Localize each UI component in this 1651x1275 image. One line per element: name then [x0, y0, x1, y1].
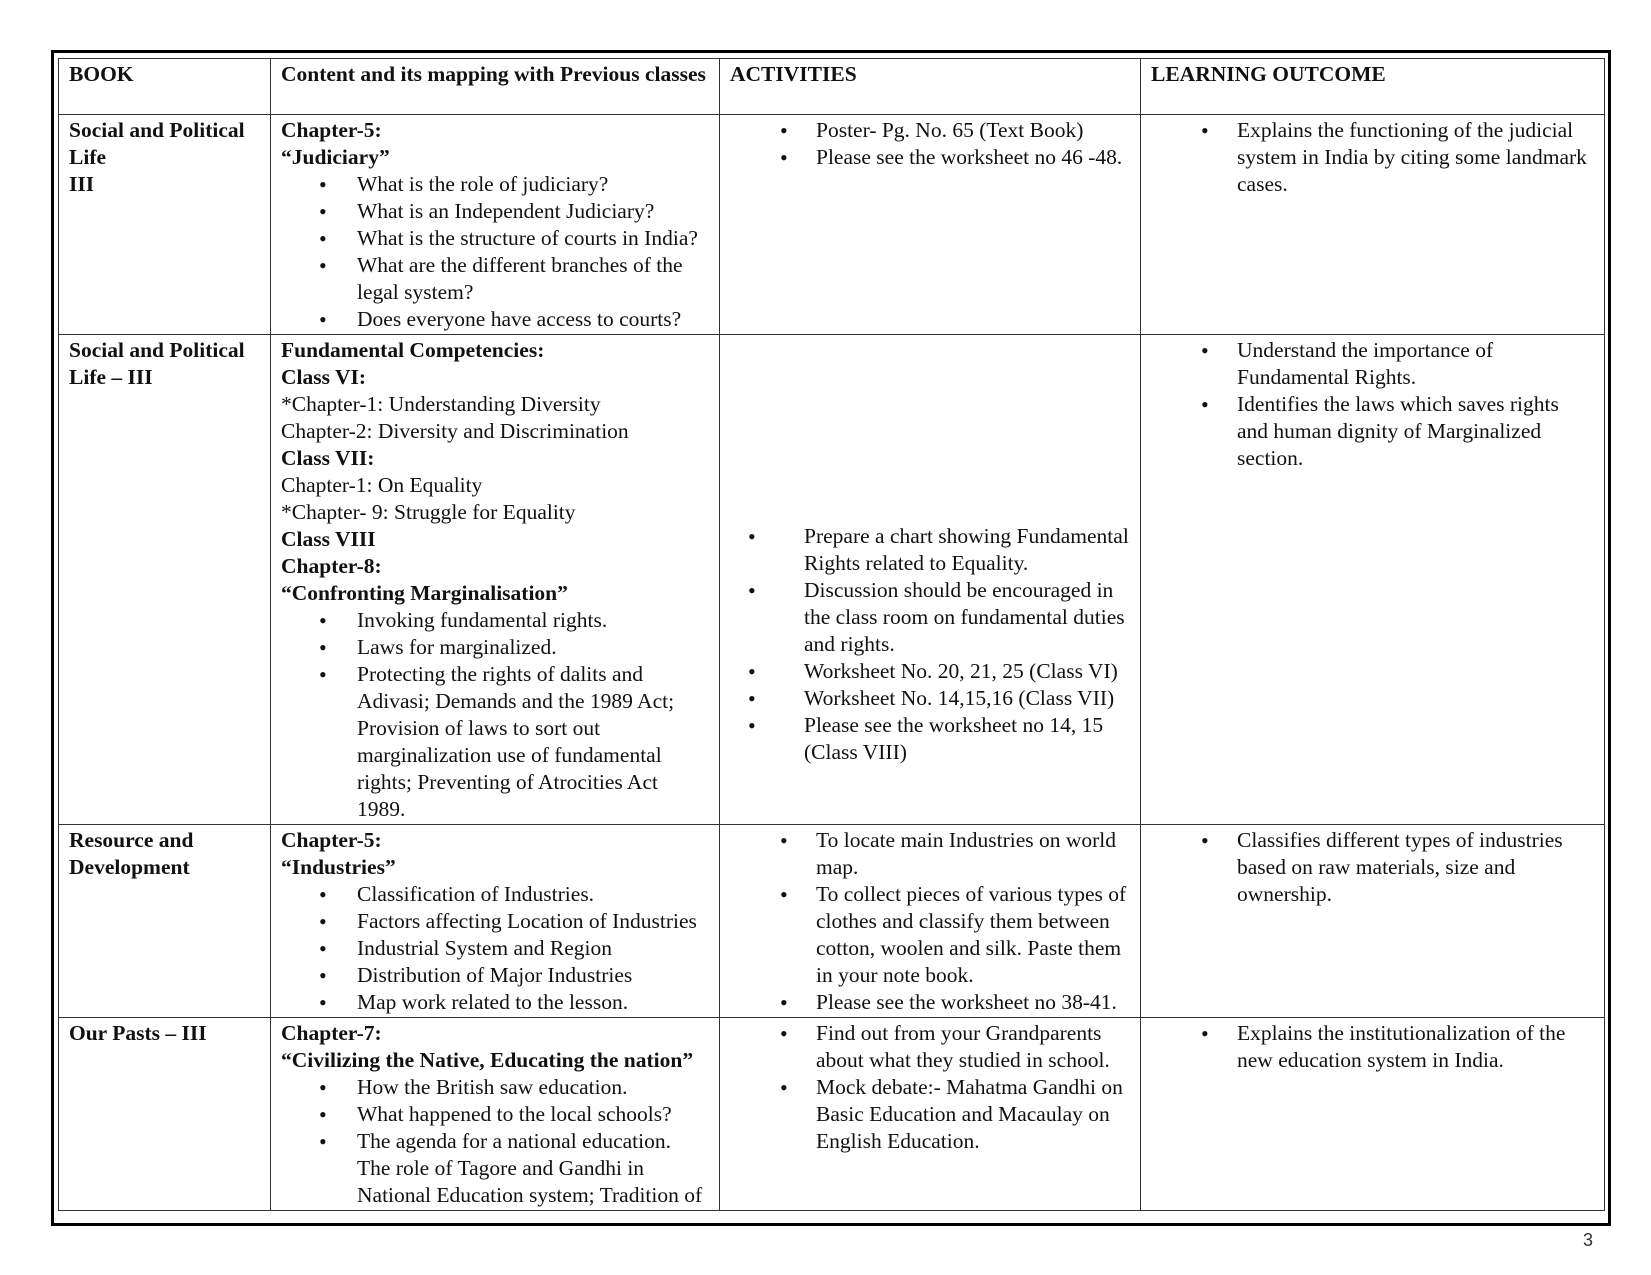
header-learning-outcome: LEARNING OUTCOME	[1141, 59, 1605, 115]
book-line: Development	[69, 855, 190, 879]
cell-spacer	[730, 337, 1130, 523]
activities-cell	[720, 335, 1141, 825]
topic-list	[281, 607, 709, 823]
book-line: Life – III	[69, 365, 153, 389]
list-item: • Map work related to the lesson.	[281, 989, 709, 1016]
activities-cell	[720, 1018, 1141, 1211]
header-book: BOOK	[59, 59, 271, 115]
list-item: • Invoking fundamental rights.	[281, 607, 709, 634]
outcome-cell	[1141, 335, 1605, 825]
activity-list	[730, 827, 1130, 1016]
content-line: “Confronting Marginalisation”	[281, 581, 568, 605]
activity-list	[730, 523, 1130, 766]
list-item: • Mock debate:- Mahatma Gandhi on Basic Education and Macaulay on English Education.	[730, 1074, 1130, 1155]
topic-list	[281, 1074, 709, 1209]
activities-cell	[720, 115, 1141, 335]
book-line: Resource and	[69, 828, 194, 852]
list-item: • Explains the functioning of the judicial system in India by citing some landmark cases.	[1151, 117, 1594, 198]
content-line: *Chapter-1: Understanding Diversity	[281, 392, 601, 416]
list-item: • Classifies different types of industries based on raw materials, size and ownership.	[1151, 827, 1594, 908]
outcome-cell	[1141, 1018, 1605, 1211]
list-item: • Discussion should be encouraged in the class room on fundamental duties and rights.	[730, 577, 1130, 658]
list-item: • Worksheet No. 14,15,16 (Class VII)	[730, 685, 1130, 712]
content-line: Class VIII	[281, 527, 376, 551]
book-line: Social and Political	[69, 338, 245, 362]
list-item: • Please see the worksheet no 38-41.	[730, 989, 1130, 1016]
list-item: • How the British saw education.	[281, 1074, 709, 1101]
list-item: • Understand the importance of Fundamental Rights.	[1151, 337, 1594, 391]
book-line: Life	[69, 145, 107, 169]
list-item: • Classification of Industries.	[281, 881, 709, 908]
topic-list	[281, 881, 709, 1016]
content-line: Fundamental Competencies:	[281, 338, 545, 362]
table-row	[59, 1018, 1605, 1211]
content-cell	[271, 1018, 720, 1211]
activities-cell	[720, 825, 1141, 1018]
table-row	[59, 825, 1605, 1018]
header-activities: ACTIVITIES	[720, 59, 1141, 115]
content-line: Chapter-8:	[281, 554, 382, 578]
page-number: 3	[1583, 1230, 1594, 1250]
content-line: Class VII:	[281, 446, 375, 470]
list-item: • What is the structure of courts in India?	[281, 225, 709, 252]
list-item: • What is the role of judiciary?	[281, 171, 709, 198]
list-item: • Find out from your Grandparents about what they studied in school.	[730, 1020, 1130, 1074]
outcome-list	[1151, 337, 1594, 472]
activity-list	[730, 1020, 1130, 1155]
outcome-cell	[1141, 115, 1605, 335]
book-cell	[59, 335, 271, 825]
outcome-cell	[1141, 825, 1605, 1018]
header-row	[59, 59, 1605, 115]
list-item: • Worksheet No. 20, 21, 25 (Class VI)	[730, 658, 1130, 685]
list-item: • Industrial System and Region	[281, 935, 709, 962]
list-item: • Identifies the laws which saves rights and human dignity of Marginalized section.	[1151, 391, 1594, 472]
list-item: • Prepare a chart showing Fundamental Rights related to Equality.	[730, 523, 1130, 577]
content-line: Chapter-2: Diversity and Discrimination	[281, 419, 629, 443]
chapter-title: “Civilizing the Native, Educating the nation”	[281, 1048, 694, 1072]
list-item: • Protecting the rights of dalits and Adivasi; Demands and the 1989 Act; Provision of laws to sort out marginalization use of fundamental rights; Preventing of Atrocities Act 1989.	[281, 661, 709, 823]
content-line: Class VI:	[281, 365, 367, 389]
content-line: *Chapter- 9: Struggle for Equality	[281, 500, 576, 524]
table-row	[59, 115, 1605, 335]
list-item: • The agenda for a national education. The role of Tagore and Gandhi in National Education system; Tradition of	[281, 1128, 709, 1209]
topic-list	[281, 171, 709, 333]
list-item: • Please see the worksheet no 14, 15 (Class VIII)	[730, 712, 1130, 766]
content-cell	[271, 335, 720, 825]
outcome-list	[1151, 1020, 1594, 1074]
table-row	[59, 335, 1605, 825]
list-item: • To locate main Industries on world map.	[730, 827, 1130, 881]
book-cell	[59, 115, 271, 335]
list-item: • Poster- Pg. No. 65 (Text Book)	[730, 117, 1130, 144]
list-item: • What is an Independent Judiciary?	[281, 198, 709, 225]
chapter-title: “Industries”	[281, 855, 396, 879]
chapter-title: “Judiciary”	[281, 145, 390, 169]
book-line: III	[69, 172, 95, 196]
book-line: Social and Political	[69, 118, 245, 142]
list-item: • Factors affecting Location of Industries	[281, 908, 709, 935]
chapter-label: Chapter-5:	[281, 828, 382, 852]
book-cell	[59, 1018, 271, 1211]
chapter-label: Chapter-5:	[281, 118, 382, 142]
outcome-list	[1151, 827, 1594, 908]
list-item: • Explains the institutionalization of the new education system in India.	[1151, 1020, 1594, 1074]
header-content: Content and its mapping with Previous classes	[271, 59, 720, 115]
content-cell	[271, 825, 720, 1018]
outcome-list	[1151, 117, 1594, 198]
activity-list	[730, 117, 1130, 171]
list-item: • Please see the worksheet no 46 -48.	[730, 144, 1130, 171]
chapter-label: Chapter-7:	[281, 1021, 382, 1045]
list-item: • To collect pieces of various types of clothes and classify them between cotton, woolen and silk. Paste them in your note book.	[730, 881, 1130, 989]
list-item: • What are the different branches of the legal system?	[281, 252, 709, 306]
list-item: • Laws for marginalized.	[281, 634, 709, 661]
book-line: Our Pasts – III	[69, 1021, 207, 1045]
content-cell	[271, 115, 720, 335]
list-item: • Does everyone have access to courts?	[281, 306, 709, 333]
list-item: • What happened to the local schools?	[281, 1101, 709, 1128]
curriculum-table	[58, 58, 1605, 1211]
content-line: Chapter-1: On Equality	[281, 473, 483, 497]
list-item: • Distribution of Major Industries	[281, 962, 709, 989]
book-cell	[59, 825, 271, 1018]
